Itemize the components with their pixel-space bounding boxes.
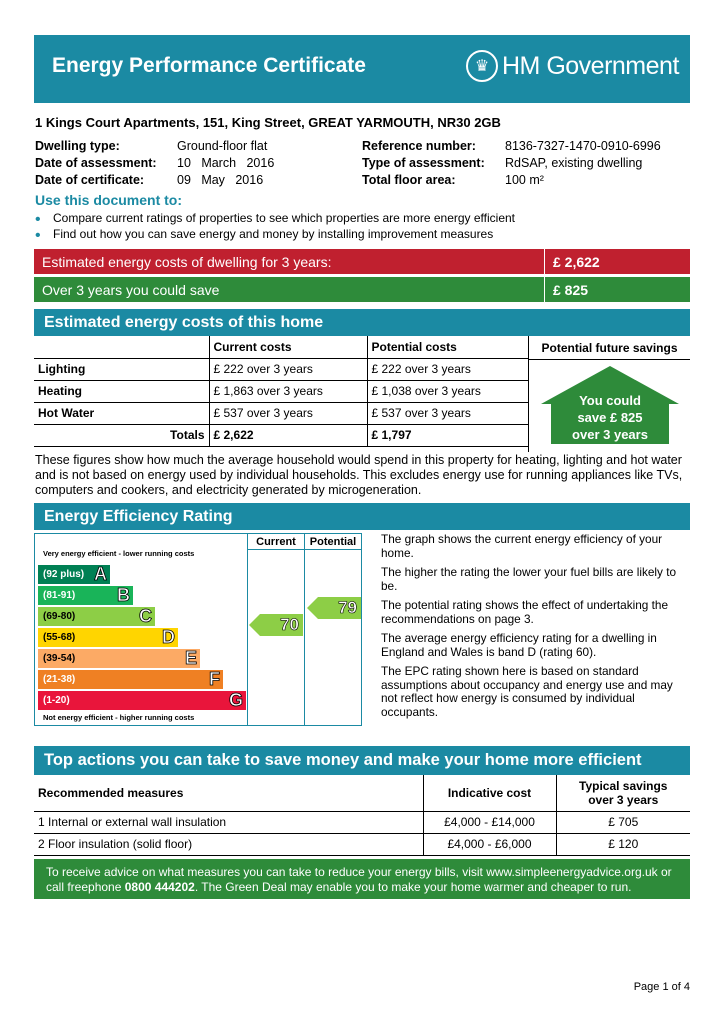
dwelling-type-label: Dwelling type: — [35, 139, 120, 153]
costs-note: These figures show how much the average household would spend in this property for heating, lighting and hot water and is not based on energy used by individual households. This excludes energy use for running appliances like TVs, computers and cookers, and electricity generated by microgeneration. — [35, 453, 683, 497]
assessment-type-label: Type of assessment: — [362, 156, 485, 170]
band-range: (1-20) — [43, 695, 70, 706]
reference-label: Reference number: — [362, 139, 476, 153]
band-letter: D — [162, 627, 175, 647]
band-f — [38, 670, 223, 689]
page-title: Energy Performance Certificate — [52, 54, 366, 77]
band-letter: B — [117, 585, 130, 605]
band-range: (81-91) — [43, 590, 76, 601]
table-row: 2 Floor insulation (solid floor) £4,000 - £6,000 £ 120 — [34, 833, 690, 855]
use-document-heading: Use this document to: — [35, 192, 183, 208]
band-letter: E — [184, 648, 197, 668]
potential-rating-value: 79 — [338, 598, 357, 617]
freephone-number: 0800 444202 — [124, 880, 195, 894]
band-range: (69-80) — [43, 611, 76, 622]
band-e — [38, 649, 200, 668]
col-measures: Recommended measures — [38, 785, 184, 800]
band-range: (92 plus) — [43, 569, 85, 580]
actions-table — [34, 775, 690, 856]
band-range: (39-54) — [43, 653, 76, 664]
band-a — [38, 565, 110, 584]
dwelling-type-value: Ground-floor flat — [177, 139, 268, 153]
rating-explanation: The graph shows the current energy efficiency of your home. The higher the rating the lower your fuel bills are likely to be. The potential rating shows the effect of undertaking the recommendations on page 3. The average energy efficiency rating for a dwelling in England and Wales is band D (rating 60). The EPC rating shown here is based on standard assumptions about occupancy and energy use and may not reflect how energy is consumed by individual occupants. — [381, 532, 677, 719]
property-address: 1 Kings Court Apartments, 151, King Street, GREAT YARMOUTH, NR30 2GB — [35, 115, 501, 130]
floor-area-value: 100 m² — [505, 173, 544, 187]
actions-section-heading: Top actions you can take to save money and make your home more efficient — [34, 746, 690, 775]
band-range: (21-38) — [43, 674, 76, 685]
table-row: 1 Internal or external wall insulation £4,000 - £14,000 £ 705 — [34, 811, 690, 833]
band-c — [38, 607, 155, 626]
band-letter: G — [228, 690, 243, 710]
col-typical-savings: Typical savings over 3 years — [556, 775, 690, 811]
totals-row: Totals £ 2,622 £ 1,797 — [34, 424, 528, 446]
advice-box: To receive advice on what measures you can take to reduce your energy bills, visit www.simpleenergyadvice.org.uk or call freephone 0800 444202. The Green Deal may enable you to make your home warmer and cheaper to run. — [34, 859, 690, 899]
page-number: Page 1 of 4 — [633, 981, 690, 993]
gov-logo — [466, 50, 679, 82]
certificate-date-label: Date of certificate: — [35, 173, 145, 187]
band-range: (55-68) — [43, 632, 76, 643]
col-potential-costs: Potential costs — [367, 336, 528, 358]
bullet-icon: • — [35, 211, 41, 228]
bullet-icon: • — [35, 227, 41, 244]
band-letter: A — [94, 564, 107, 584]
band-letter: C — [139, 606, 152, 626]
col-current-rating: Current — [256, 536, 296, 548]
chart-top-label: Very energy efficient - lower running costs — [43, 549, 195, 558]
list-item: • Find out how you can save energy and money by installing improvement measures — [35, 227, 494, 244]
estimated-cost-value: £ 2,622 — [545, 249, 690, 274]
col-potential-rating: Potential — [309, 536, 357, 548]
band-b — [38, 586, 133, 605]
band-letter: F — [209, 669, 220, 689]
list-item: • Compare current ratings of properties to see which properties are more energy efficient — [35, 211, 516, 228]
table-row: Hot Water £ 537 over 3 years £ 537 over 3 years — [34, 402, 528, 424]
band-g — [38, 691, 246, 710]
col-indicative-cost: Indicative cost — [423, 775, 556, 811]
col-current-costs: Current costs — [209, 336, 367, 358]
chart-bottom-label: Not energy efficient - higher running costs — [43, 713, 195, 722]
table-row: Heating £ 1,863 over 3 years £ 1,038 over 3 years — [34, 380, 528, 402]
assessment-date-value: 10 March 2016 — [177, 156, 275, 170]
floor-area-label: Total floor area: — [362, 173, 456, 187]
costs-table — [34, 336, 528, 447]
current-rating-value: 70 — [280, 615, 299, 634]
could-save-value: £ 825 — [545, 277, 690, 302]
certificate-date-value: 09 May 2016 — [177, 173, 264, 187]
assessment-type-value: RdSAP, existing dwelling — [505, 156, 643, 170]
rating-chart — [34, 533, 362, 726]
rating-section-heading: Energy Efficiency Rating — [34, 503, 690, 530]
costs-section-heading: Estimated energy costs of this home — [34, 309, 690, 336]
band-d — [38, 628, 178, 647]
table-row: Lighting £ 222 over 3 years £ 222 over 3 years — [34, 358, 528, 380]
could-save-label: Over 3 years you could save — [34, 277, 544, 302]
assessment-date-label: Date of assessment: — [35, 156, 157, 170]
savings-callout: You could save £ 825 over 3 years — [572, 393, 648, 442]
col-potential-savings: Potential future savings — [529, 336, 690, 360]
gov-brand-text: HM Government — [502, 51, 679, 80]
estimated-cost-label: Estimated energy costs of dwelling for 3 years: — [34, 249, 544, 274]
royal-crest-icon: ♛ — [466, 50, 498, 82]
reference-value: 8136-7327-1470-0910-6996 — [505, 139, 661, 153]
savings-panel — [528, 336, 690, 452]
header-banner — [34, 35, 690, 103]
